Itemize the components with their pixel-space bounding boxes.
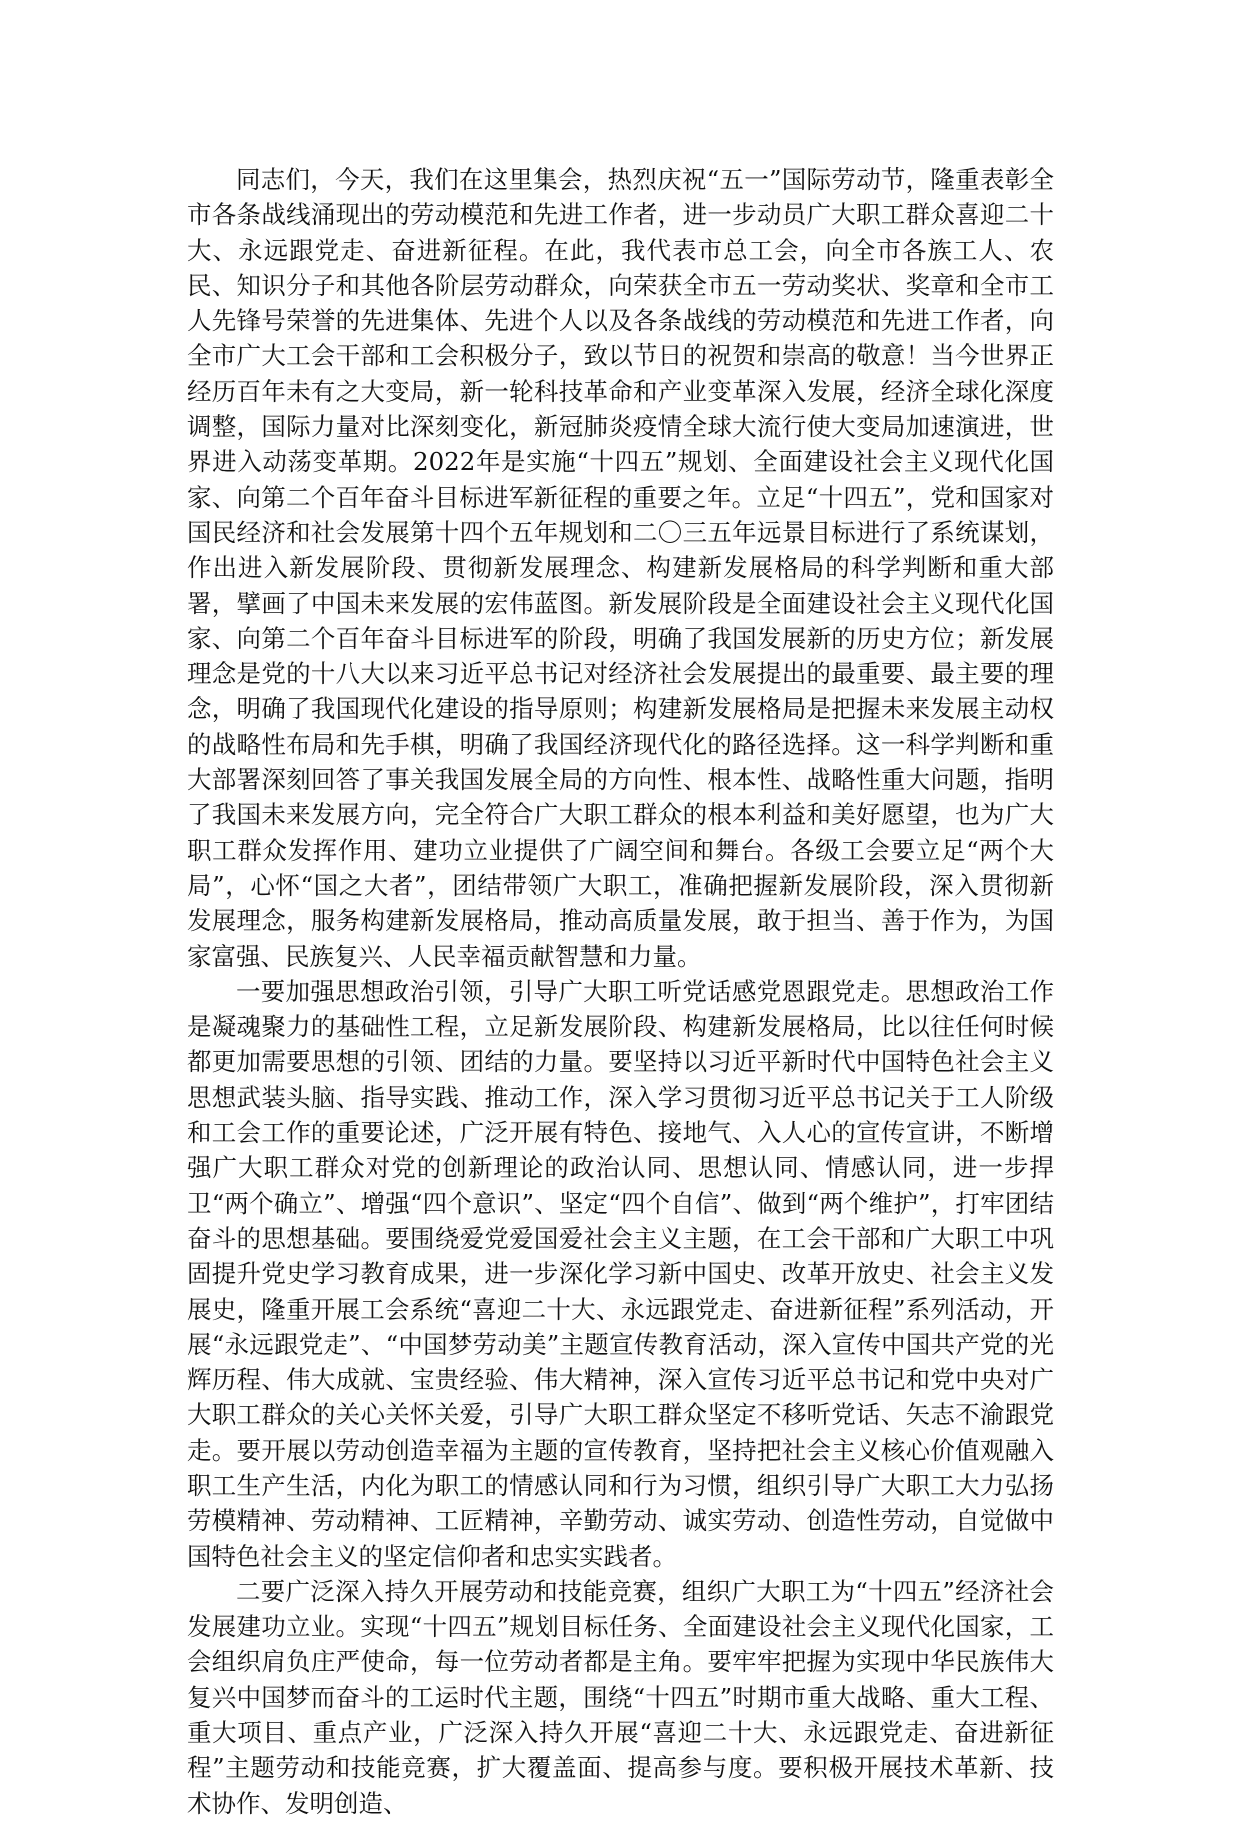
- paragraph-point-one: 一要加强思想政治引领，引导广大职工听党话感党恩跟党走。思想政治工作是凝魂聚力的基础性工程，立足新发展阶段、构建新发展格局，比以往任何时候都更加需要思想的引领、团结的力量。要坚持以习近平新时代中国特色社会主义思想武装头脑、指导实践、推动工作，深入学习贯彻习近平总书记关于工人阶级和工会工作的重要论述，广泛开展有特色、接地气、入人心的宣传宣讲，不断增强广大职工群众对党的创新理论的政治认同、思想认同、情感认同，进一步捍卫“两个确立”、增强“四个意识”、坚定“四个自信”、做到“两个维护”，打牢团结奋斗的思想基础。要围绕爱党爱国爱社会主义主题，在工会干部和广大职工中巩固提升党史学习教育成果，进一步深化学习新中国史、改革开放史、社会主义发展史，隆重开展工会系统“喜迎二十大、永远跟党走、奋进新征程”系列活动，开展“永远跟党走”、“中国梦劳动美”主题宣传教育活动，深入宣传中国共产党的光辉历程、伟大成就、宝贵经验、伟大精神，深入宣传习近平总书记和党中央对广大职工群众的关心关怀关爱，引导广大职工群众坚定不移听党话、矢志不渝跟党走。要开展以劳动创造幸福为主题的宣传教育，坚持把社会主义核心价值观融入职工生产生活，内化为职工的情感认同和行为习惯，组织引导广大职工大力弘扬劳模精神、劳动精神、工匠精神，辛勤劳动、诚实劳动、创造性劳动，自觉做中国特色社会主义的坚定信仰者和忠实实践者。: [187, 976, 1054, 1571]
- paragraph-opening: 同志们，今天，我们在这里集会，热烈庆祝“五一”国际劳动节，隆重表彰全市各条战线涌现出的劳动模范和先进工作者，进一步动员广大职工群众喜迎二十大、永远跟党走、奋进新征程。在此，我代表市总工会，向全市各族工人、农民、知识分子和其他各阶层劳动群众，向荣获全市五一劳动奖状、奖章和全市工人先锋号荣誉的先进集体、先进个人以及各条战线的劳动模范和先进工作者，向全市广大工会干部和工会积极分子，致以节日的祝贺和崇高的敬意！当今世界正经历百年未有之大变局，新一轮科技革命和产业变革深入发展，经济全球化深度调整，国际力量对比深刻变化，新冠肺炎疫情全球大流行使大变局加速演进，世界进入动荡变革期。2022年是实施“十四五”规划、全面建设社会主义现代化国家、向第二个百年奋斗目标进军新征程的重要之年。立足“十四五”，党和国家对国民经济和社会发展第十四个五年规划和二〇三五年远景目标进行了系统谋划，作出进入新发展阶段、贯彻新发展理念、构建新发展格局的科学判断和重大部署，擘画了中国未来发展的宏伟蓝图。新发展阶段是全面建设社会主义现代化国家、向第二个百年奋斗目标进军的阶段，明确了我国发展新的历史方位；新发展理念是党的十八大以来习近平总书记对经济社会发展提出的最重要、最主要的理念，明确了我国现代化建设的指导原则；构建新发展格局是把握未来发展主动权的战略性布局和先手棋，明确了我国经济现代化的路径选择。这一科学判断和重大部署深刻回答了事关我国发展全局的方向性、根本性、战略性重大问题，指明了我国未来发展方向，完全符合广大职工群众的根本利益和美好愿望，也为广大职工群众发挥作用、建功立业提供了广阔空间和舞台。各级工会要立足“两个大局”，心怀“国之大者”，团结带领广大职工，准确把握新发展阶段，深入贯彻新发展理念，服务构建新发展格局，推动高质量发展，敢于担当、善于作为，为国家富强、民族复兴、人民幸福贡献智慧和力量。: [187, 165, 1054, 971]
- document-body: [187, 162, 1054, 1821]
- paragraph-point-two: 二要广泛深入持久开展劳动和技能竞赛，组织广大职工为“十四五”经济社会发展建功立业。实现“十四五”规划目标任务、全面建设社会主义现代化国家，工会组织肩负庄严使命，每一位劳动者都是主角。要牢牢把握为实现中华民族伟大复兴中国梦而奋斗的工运时代主题，围绕“十四五”时期市重大战略、重大工程、重大项目、重点产业，广泛深入持久开展“喜迎二十大、永远跟党走、奋进新征程”主题劳动和技能竞赛，扩大覆盖面、提高参与度。要积极开展技术革新、技术协作、发明创造、: [187, 1576, 1054, 1818]
